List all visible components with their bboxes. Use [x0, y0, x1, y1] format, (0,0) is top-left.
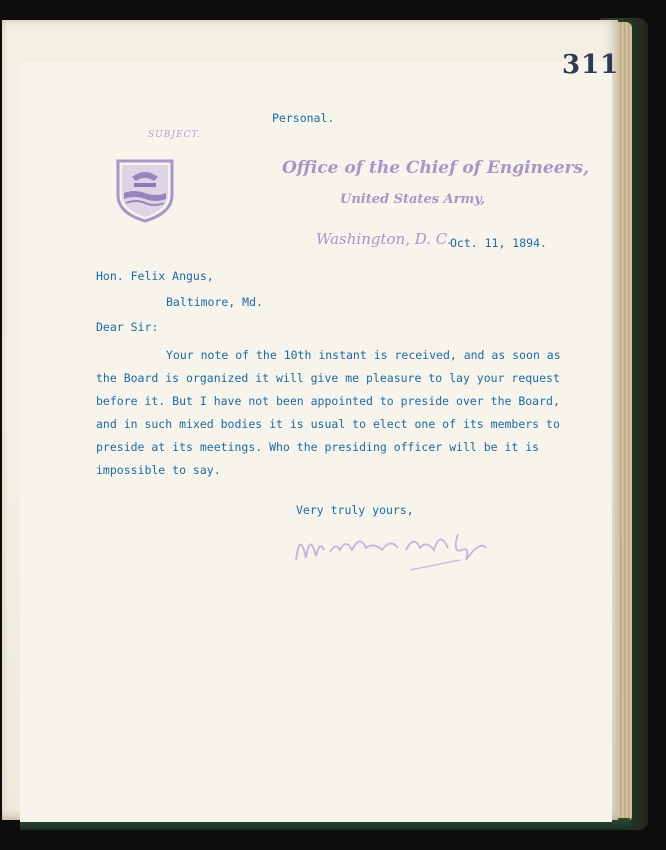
letterhead-place: Washington, D. C.	[316, 230, 452, 248]
personal-marking: Personal.	[272, 111, 335, 125]
letter-date: Oct. 11, 1894.	[450, 236, 547, 250]
body-line: Your note of the 10th instant is received, and as soon as	[166, 348, 561, 362]
letterhead-office: Office of the Chief of Engineers,	[282, 158, 589, 178]
letter-body	[96, 348, 561, 486]
closing: Very truly yours,	[296, 503, 414, 517]
salutation: Dear Sir:	[96, 320, 159, 334]
subject-label: SUBJECT.	[148, 130, 201, 140]
recipient-city: Baltimore, Md.	[166, 295, 263, 309]
seal-emblem-icon	[110, 155, 180, 223]
body-line: impossible to say.	[96, 463, 221, 477]
body-line: preside at its meetings. Who the presiding officer will be it is	[96, 440, 540, 454]
body-line: and in such mixed bodies it is usual to elect one of its members to	[96, 417, 560, 431]
body-line: before it. But I have not been appointed to preside over the Board,	[96, 394, 560, 408]
letterhead-army: United States Army,	[340, 192, 486, 207]
body-line: the Board is organized it will give me pleasure to lay your request	[96, 371, 560, 385]
page-number: 311	[562, 50, 620, 80]
recipient-name: Hon. Felix Angus,	[96, 269, 214, 283]
handwritten-signature	[290, 520, 500, 580]
